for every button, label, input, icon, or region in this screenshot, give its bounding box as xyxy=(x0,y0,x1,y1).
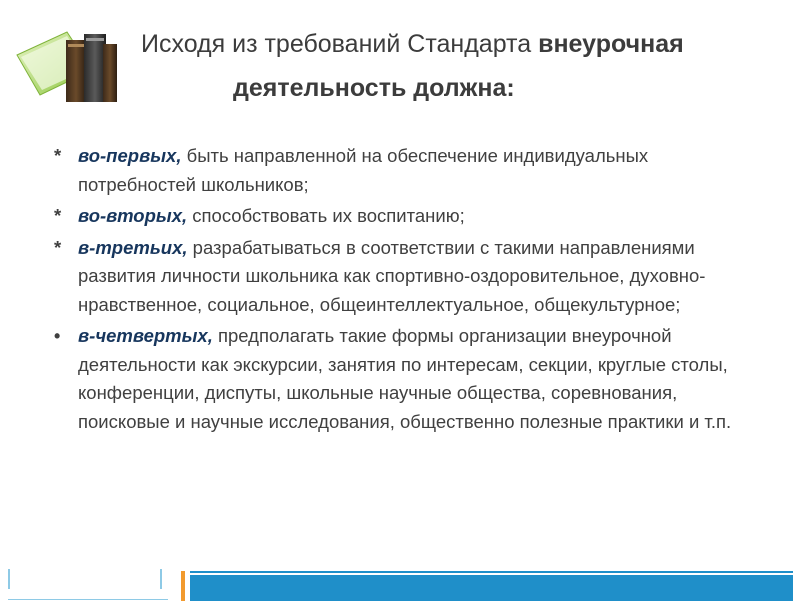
title-line-1 xyxy=(136,22,786,66)
item-lead: в-четвертых, xyxy=(78,325,213,346)
list-item xyxy=(54,322,754,436)
item-text: предполагать такие формы организации внеурочной деятельности как экскурсии, занятия по интересам, секции, круглые столы, конференции, диспуты, школьные научные общества, соревнования, поисковые и научные исследования, общественно полезные практики и т.п. xyxy=(78,325,732,432)
dot-bullet-icon: • xyxy=(54,326,61,346)
title-line-2: деятельность должна: xyxy=(233,74,515,102)
item-text: способствовать их воспитанию; xyxy=(187,205,465,226)
asterisk-bullet-icon: * xyxy=(54,205,62,226)
list-item xyxy=(54,202,754,231)
item-lead: во-первых, xyxy=(78,145,182,166)
asterisk-bullet-icon: * xyxy=(54,145,62,166)
list-item xyxy=(54,142,754,199)
asterisk-bullet-icon: * xyxy=(54,236,62,258)
list-item xyxy=(54,234,754,320)
slide-footer xyxy=(0,565,800,600)
item-text: разрабатываться в соответствии с такими направлениями развития личности школьника как спортивно-оздоровительное, духовно-нравственное, социальное, общеинтеллектуальное, общекультурное; xyxy=(78,236,706,315)
bullet-list xyxy=(54,142,754,439)
footer-tick-left xyxy=(8,569,10,589)
footer-tick-right xyxy=(160,569,162,589)
title-line-1-prefix: Исходя из требований Стандарта xyxy=(141,30,539,58)
title-line-1-bold: внеурочная xyxy=(538,30,684,58)
footer-orange-bar xyxy=(181,571,185,601)
footer-blue-line xyxy=(190,571,793,573)
item-lead: во-вторых, xyxy=(78,205,188,226)
item-text: быть направленной на обеспечение индивидуальных потребностей школьников; xyxy=(78,145,649,195)
books-icon xyxy=(12,20,122,105)
footer-blue-bar xyxy=(190,575,793,601)
slide-title xyxy=(136,22,786,110)
item-lead: в-третьих, xyxy=(78,236,188,258)
